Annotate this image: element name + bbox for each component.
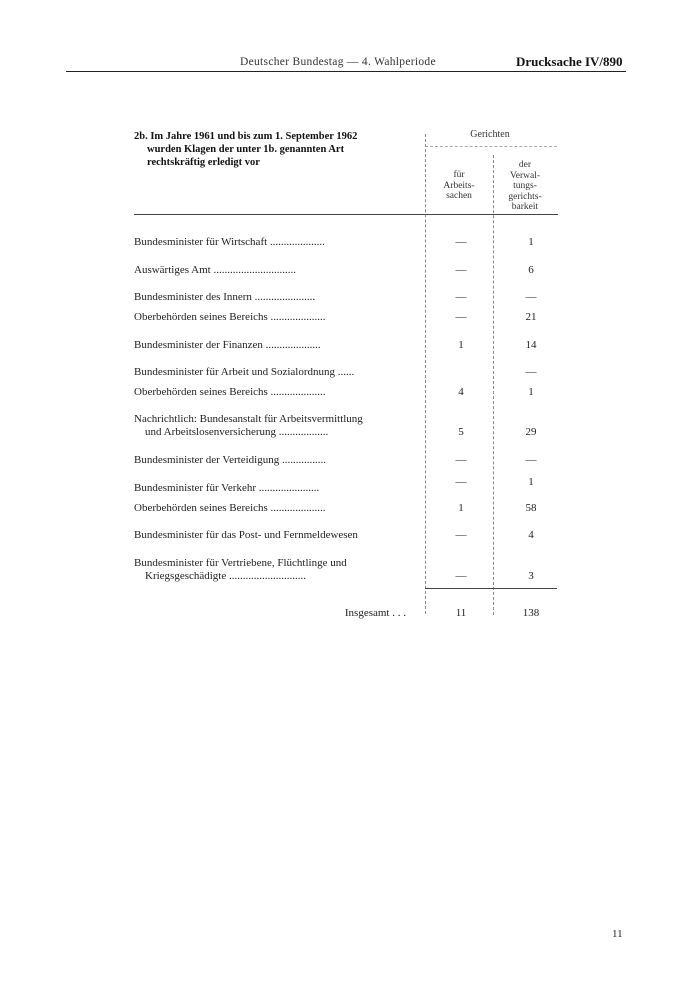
cell-arbeitssachen: 4 <box>458 386 464 398</box>
cell-verwaltung: 21 <box>525 311 537 323</box>
col-b-line: der <box>518 160 532 170</box>
table-title <box>134 130 406 169</box>
cell-verwaltung: 3 <box>528 570 534 582</box>
title-line-3: rechtskräftig erledigt vor <box>147 157 260 168</box>
total-arbeitssachen: 11 <box>455 607 467 619</box>
document-number: Drucksache IV/890 <box>516 54 623 69</box>
cell-verwaltung: 1 <box>528 476 534 488</box>
col-a-line: für <box>453 170 465 180</box>
cell-arbeitssachen: 1 <box>458 339 464 351</box>
cell-verwaltung: 1 <box>528 386 534 398</box>
title-line-1: 2b. Im Jahre 1961 und bis zum 1. September 1962 <box>134 131 358 142</box>
row-label-line: und Arbeitslosenversicherung .................. <box>145 426 329 438</box>
column-divider-middle <box>493 155 494 615</box>
cell-arbeitssachen: — <box>455 264 467 276</box>
cell-arbeitssachen: — <box>455 311 467 323</box>
row-label-line: Kriegsgeschädigte ............................ <box>145 570 306 582</box>
cell-verwaltung: 6 <box>528 264 534 276</box>
cell-verwaltung: 29 <box>525 426 537 438</box>
col-a-line: Arbeits- <box>443 180 475 191</box>
row-label: Bundesminister der Finanzen .................... <box>134 339 321 351</box>
row-label: Bundesminister der Verteidigung ................ <box>134 454 326 466</box>
cell-verwaltung: 58 <box>525 502 537 514</box>
row-label: Bundesminister für Wirtschaft .................... <box>134 236 325 248</box>
header-rule <box>66 71 626 72</box>
cell-arbeitssachen: — <box>455 476 467 488</box>
row-label-multiline <box>134 413 406 439</box>
row-label: Bundesminister für Verkehr ...................... <box>134 482 320 494</box>
col-b-line: Verwal- <box>509 170 541 181</box>
group-heading-rule <box>425 146 557 147</box>
total-verwaltung: 138 <box>522 607 540 619</box>
header-bottom-rule <box>134 214 558 215</box>
cell-verwaltung: 1 <box>528 236 534 248</box>
col-b-line: gerichts- <box>508 191 542 202</box>
title-line-2: wurden Klagen der unter 1b. genannten Art <box>147 144 345 155</box>
row-label-multiline <box>134 557 406 583</box>
row-label-line: Bundesminister für Vertriebene, Flüchtlinge und <box>134 557 347 569</box>
row-label: Oberbehörden seines Bereichs .................... <box>134 386 326 398</box>
cell-verwaltung: — <box>525 291 537 303</box>
column-group-heading: Gerichten <box>470 129 510 140</box>
page-number: 11 <box>612 928 623 940</box>
cell-verwaltung: 4 <box>528 529 534 541</box>
row-label: Oberbehörden seines Bereichs .................... <box>134 311 326 323</box>
total-label: Insgesamt . . . <box>344 607 406 619</box>
column-divider-left <box>425 134 426 614</box>
cell-arbeitssachen: — <box>455 291 467 303</box>
row-label: Oberbehörden seines Bereichs .................... <box>134 502 326 514</box>
cell-arbeitssachen: — <box>455 236 467 248</box>
cell-verwaltung: — <box>525 366 537 378</box>
cell-verwaltung: — <box>525 454 537 466</box>
cell-arbeitssachen: — <box>455 454 467 466</box>
cell-arbeitssachen: — <box>455 529 467 541</box>
column-heading-verwaltungsgerichtsbarkeit <box>495 160 555 213</box>
total-rule <box>425 588 557 589</box>
col-b-line: barkeit <box>511 202 539 212</box>
row-label: Auswärtiges Amt .............................. <box>134 264 296 276</box>
running-header: Deutscher Bundestag — 4. Wahlperiode <box>240 56 436 68</box>
col-b-line: tungs- <box>513 181 537 191</box>
cell-arbeitssachen: 5 <box>458 426 464 438</box>
cell-arbeitssachen: 1 <box>458 502 464 514</box>
row-label: Bundesminister des Innern ...................... <box>134 291 316 303</box>
row-label: Bundesminister für Arbeit und Sozialordnung ...... <box>134 366 355 378</box>
cell-arbeitssachen: — <box>455 570 467 582</box>
row-label-line: Nachrichtlich: Bundesanstalt für Arbeitsvermittlung <box>134 413 363 425</box>
col-a-line: sachen <box>446 191 472 201</box>
cell-verwaltung: 14 <box>525 339 537 351</box>
row-label: Bundesminister für das Post- und Fernmeldewesen <box>134 529 358 541</box>
column-heading-arbeitssachen <box>427 170 491 202</box>
